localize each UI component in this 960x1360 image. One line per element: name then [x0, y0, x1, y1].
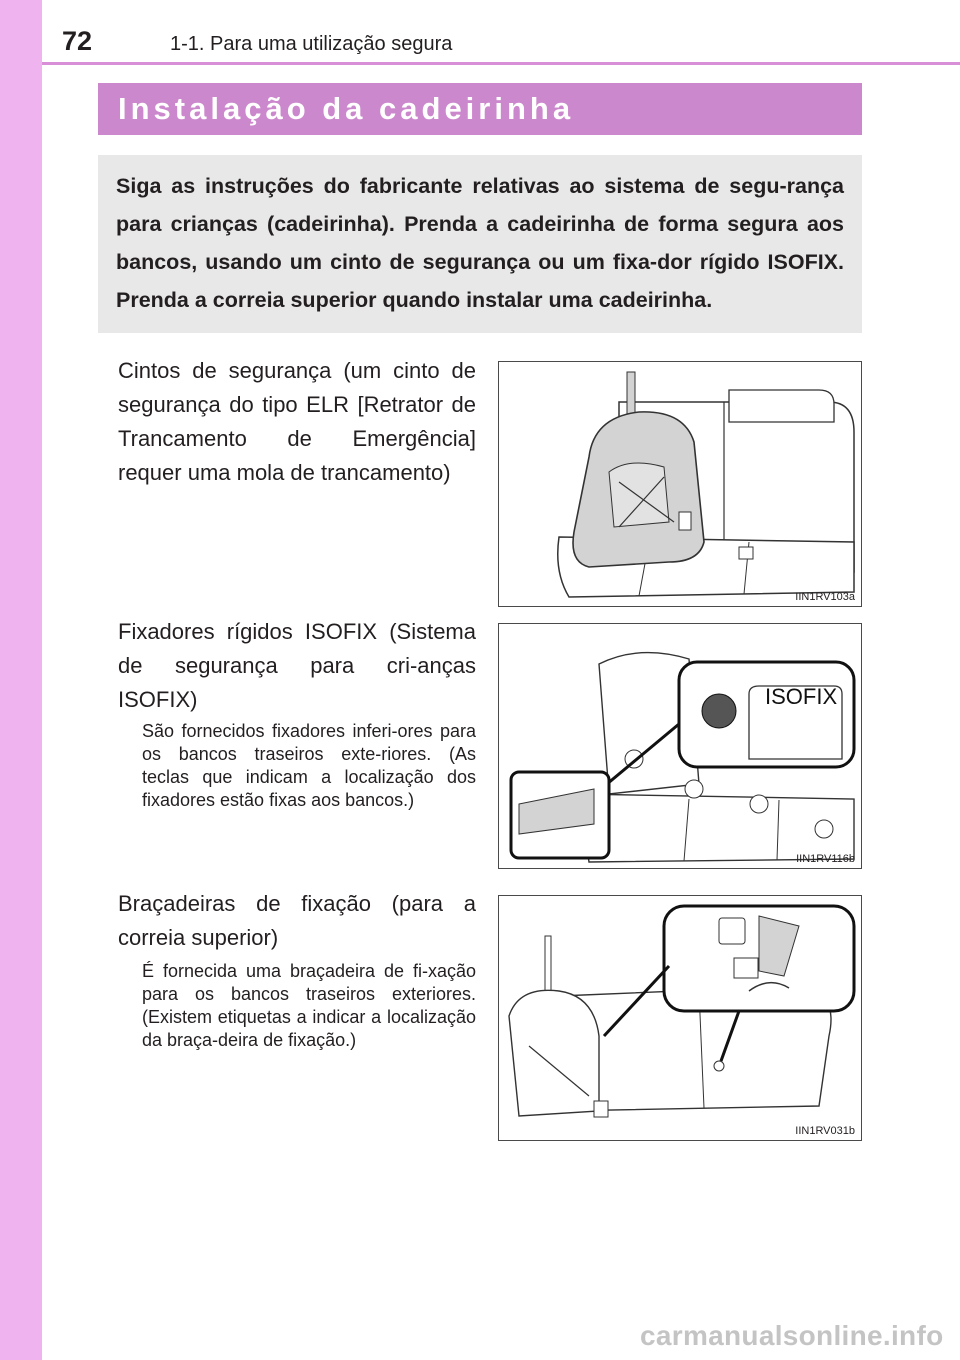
side-color-strip [0, 0, 42, 1360]
child-seat-belt-illustration [499, 362, 861, 606]
watermark: carmanualsonline.info [640, 1320, 944, 1351]
figure-code: IIN1RV031b [795, 1125, 855, 1137]
intro-box [98, 155, 862, 333]
header-rule [42, 62, 960, 65]
item-body-tether: É fornecida uma braçadeira de fi-xação para os bancos traseiros exteriores. (Existem etiquetas a indicar a localização da braça-deira de fixação.) [142, 961, 476, 1050]
figure-isofix [498, 623, 862, 869]
item-heading-seat-belts: Cintos de segurança (um cinto de segurança do tipo ELR [Retrator de Trancamento de Emergência] requer uma mola de trancamento) [118, 358, 476, 485]
section-title: Instalação da cadeirinha [118, 91, 575, 126]
section-title-bar [98, 83, 862, 135]
figure-code: IIN1RV116b [796, 853, 855, 865]
intro-text: Siga as instruções do fabricante relativas ao sistema de segu-rança para crianças (cadeirinha). Prenda a cadeirinha de forma segura aos bancos, usando um cinto de segurança ou um fixa-dor rígido ISOFIX. Prenda a correia superior quando instalar uma cadeirinha. [116, 174, 844, 312]
isofix-label: ISOFIX [765, 684, 838, 709]
item-heading-isofix: Fixadores rígidos ISOFIX (Sistema de segurança para cri-anças ISOFIX) [118, 619, 476, 712]
section-header: 1-1. Para uma utilização segura [170, 33, 453, 55]
top-tether-illustration [499, 896, 861, 1140]
isofix-illustration [499, 624, 861, 868]
item-heading-tether: Braçadeiras de fixação (para a correia superior) [118, 891, 476, 950]
figure-top-tether [498, 895, 862, 1141]
figure-seat-belt-install [498, 361, 862, 607]
item-body-isofix: São fornecidos fixadores inferi-ores para os bancos traseiros exte-riores. (As teclas que indicam a localização dos fixadores estão fixas aos bancos.) [142, 721, 476, 810]
figure-code: IIN1RV103a [795, 591, 855, 603]
page-number: 72 [62, 26, 93, 56]
